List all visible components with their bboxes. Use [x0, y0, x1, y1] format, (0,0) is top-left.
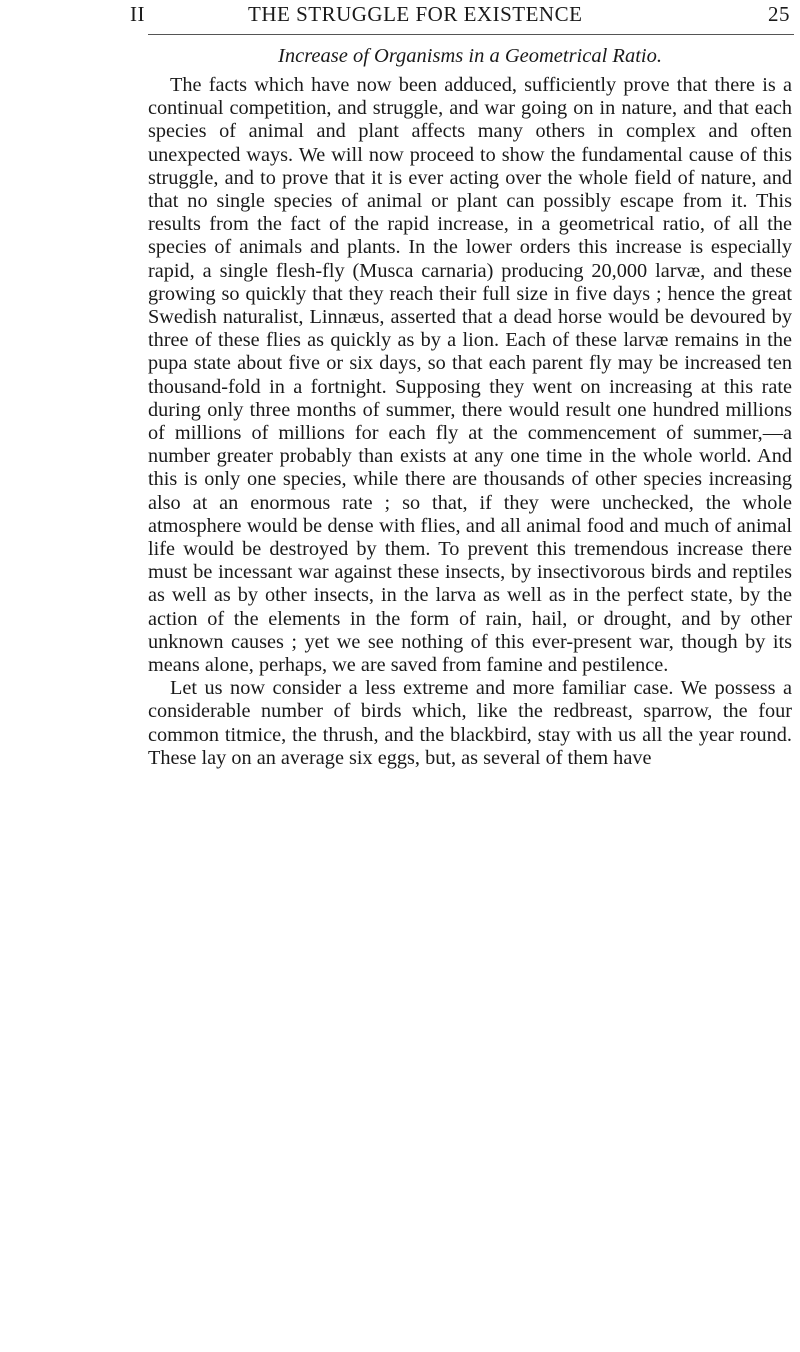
page-number: 25 — [768, 2, 790, 26]
running-title: THE STRUGGLE FOR EXISTENCE — [248, 2, 583, 26]
chapter-number: II — [130, 2, 145, 26]
header-rule — [148, 34, 794, 35]
paragraph: The facts which have now been adduced, sufficiently prove that there is a continual competition, and struggle, and war going on in nature, and that each species of animal and plant affects many others in complex and often unexpected ways. We will now proceed to show the fundamental cause of this struggle, and to prove that it is ever acting over the whole field of nature, and that no single species of animal or plant can possibly escape from it. This results from the fact of the rapid increase, in a geometrical ratio, of all the species of animals and plants. In the lower orders this increase is especially rapid, a single flesh-fly (Musca carnaria) producing 20,000 larvæ, and these growing so quickly that they reach their full size in five days ; hence the great Swedish naturalist, Linnæus, asserted that a dead horse would be devoured by three of these flies as quickly as by a lion. Each of these larvæ remains in the pupa state about five or six days, so that each parent fly may be increased ten thousand-fold in a fortnight. Supposing they went on increasing at this rate during only three months of summer, there would result one hundred millions of millions of millions for each fly at the commencement of summer,—a number greater probably than exists at any one time in the whole world. And this is only one species, while there are thousands of other species increasing also at an enormous rate ; so that, if they were unchecked, the whole atmosphere would be dense with flies, and all animal food and much of animal life would be destroyed by them. To prevent this tremendous increase there must be incessant war against these insects, by insectivorous birds and reptiles as well as by other insects, in the larva as well as in the perfect state, by the action of the elements in the form of rain, hail, or drought, and by other unknown causes ; yet we see nothing of this ever-present war, though by its means alone, perhaps, we are saved from famine and pestilence. — [148, 74, 792, 677]
running-head — [130, 2, 790, 36]
body-text — [148, 38, 792, 770]
paragraph: Let us now consider a less extreme and more familiar case. We possess a considerable number of birds which, like the redbreast, sparrow, the four common titmice, the thrush, and the blackbird, stay with us all the year round. These lay on an average six eggs, but, as several of them have — [148, 677, 792, 769]
section-heading: Increase of Organisms in a Geometrical Ratio. — [278, 45, 662, 67]
